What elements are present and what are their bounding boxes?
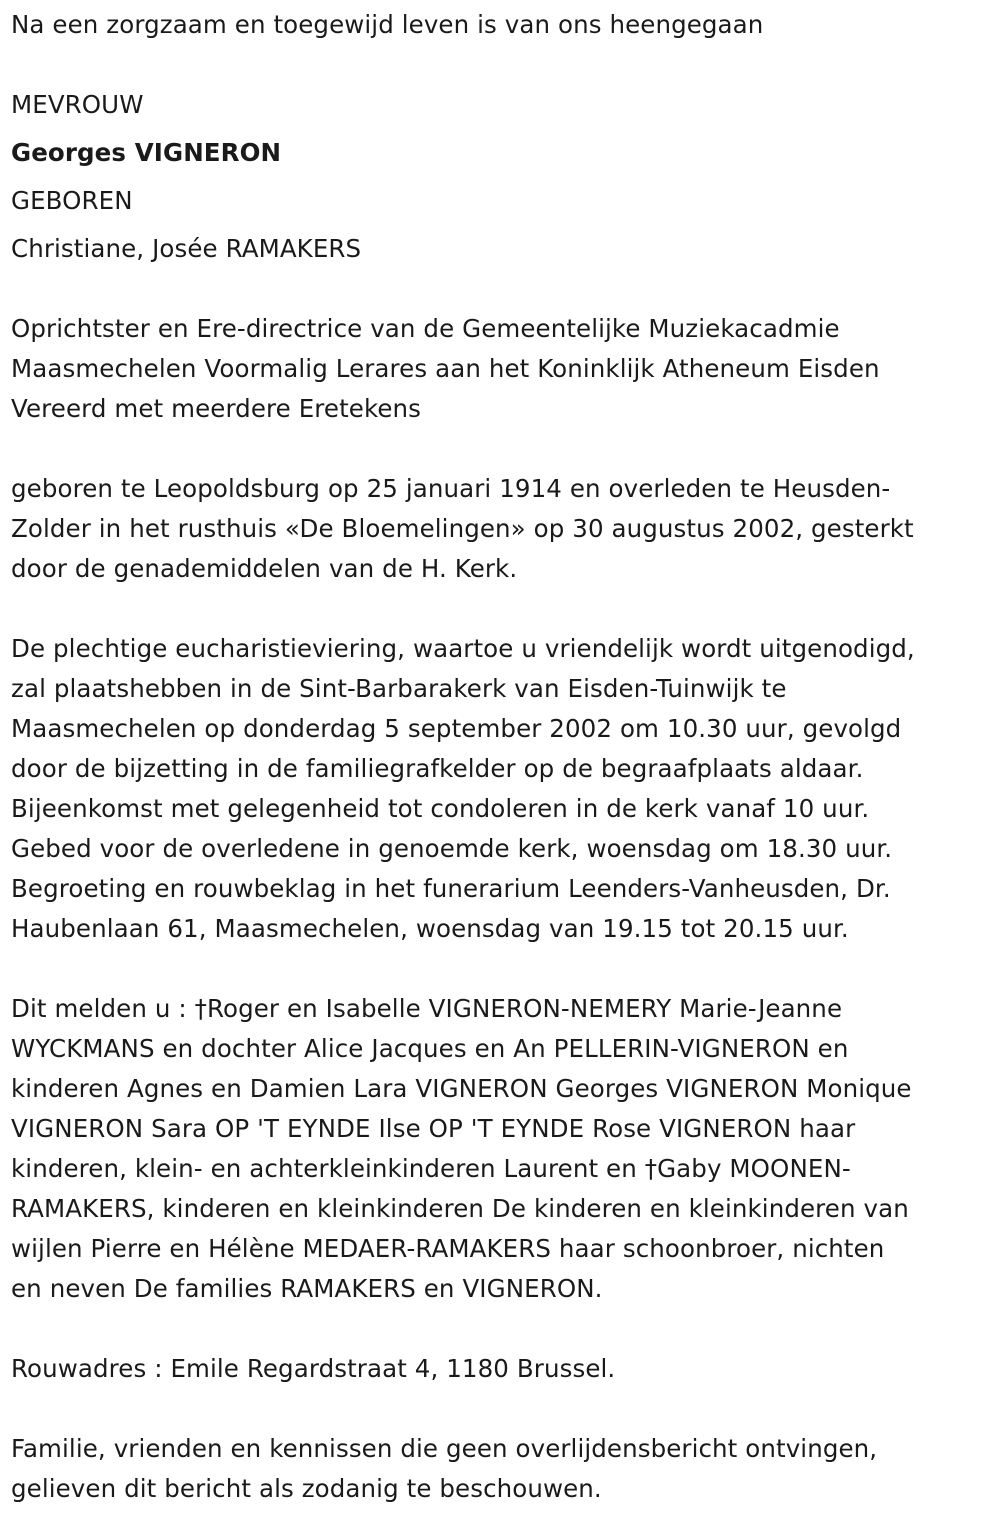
birth-name: Christiane, Josée RAMAKERS xyxy=(11,234,362,263)
family-text: kinderen, klein- en achterkleinkinderen Laurent en xyxy=(11,1154,645,1183)
family-line: kinderen Agnes en Damien Lara VIGNERON Georges VIGNERON Monique xyxy=(11,1074,912,1103)
deceased-name: Georges VIGNERON xyxy=(11,138,282,167)
titles-line: Oprichtster en Ere-directrice van de Gemeentelijke Muziekacadmie xyxy=(11,314,840,343)
ceremony-line: Bijeenkomst met gelegenheid tot condoleren in de kerk vanaf 10 uur. xyxy=(11,794,870,823)
family-line xyxy=(11,1149,851,1189)
family-line: VIGNERON Sara OP 'T EYNDE Ilse OP 'T EYNDE Rose VIGNERON haar xyxy=(11,1114,856,1143)
ceremony-line: Haubenlaan 61, Maasmechelen, woensdag van 19.15 tot 20.15 uur. xyxy=(11,914,849,943)
titles-line: Vereerd met meerdere Eretekens xyxy=(11,394,422,423)
family-line: RAMAKERS, kinderen en kleinkinderen De kinderen en kleinkinderen van xyxy=(11,1194,909,1223)
closing-line: Familie, vrienden en kennissen die geen overlijdensbericht ontvingen, xyxy=(11,1434,878,1463)
family-line xyxy=(11,989,842,1029)
birth-death-line: Zolder in het rusthuis «De Bloemelingen» op 30 augustus 2002, gesterkt xyxy=(11,514,914,543)
ceremony-line: Begroeting en rouwbeklag in het funerarium Leenders-Vanheusden, Dr. xyxy=(11,874,891,903)
family-line: wijlen Pierre en Hélène MEDAER-RAMAKERS haar schoonbroer, nichten xyxy=(11,1234,885,1263)
born-label: GEBOREN xyxy=(11,186,133,215)
family-text: Roger en Isabelle VIGNERON-NEMERY Marie-Jeanne xyxy=(206,994,843,1023)
cross-icon: † xyxy=(194,994,207,1023)
ceremony-line: Maasmechelen op donderdag 5 september 2002 om 10.30 uur, gevolgd xyxy=(11,714,902,743)
birth-death-line: door de genademiddelen van de H. Kerk. xyxy=(11,554,518,583)
ceremony-line: Gebed voor de overledene in genoemde kerk, woensdag om 18.30 uur. xyxy=(11,834,893,863)
ceremony-line: door de bijzetting in de familiegrafkelder op de begraafplaats aldaar. xyxy=(11,754,864,783)
intro-line: Na een zorgzaam en toegewijd leven is van ons heengegaan xyxy=(11,10,764,39)
ceremony-line: zal plaatshebben in de Sint-Barbarakerk van Eisden-Tuinwijk te xyxy=(11,674,787,703)
titles-line: Maasmechelen Voormalig Lerares aan het Koninklijk Atheneum Eisden xyxy=(11,354,880,383)
cross-icon: † xyxy=(644,1154,658,1183)
family-line: WYCKMANS en dochter Alice Jacques en An PELLERIN-VIGNERON en xyxy=(11,1034,849,1063)
closing-line: gelieven dit bericht als zodanig te beschouwen. xyxy=(11,1474,602,1503)
ceremony-line: De plechtige eucharistieviering, waartoe u vriendelijk wordt uitgenodigd, xyxy=(11,634,915,663)
family-line: en neven De families RAMAKERS en VIGNERON. xyxy=(11,1274,603,1303)
family-text: Gaby MOONEN- xyxy=(657,1154,851,1183)
mourning-address: Rouwadres : Emile Regardstraat 4, 1180 Brussel. xyxy=(11,1354,616,1383)
birth-death-line: geboren te Leopoldsburg op 25 januari 1914 en overleden te Heusden- xyxy=(11,474,891,503)
honorific: MEVROUW xyxy=(11,90,144,119)
family-intro: Dit melden u : xyxy=(11,994,195,1023)
